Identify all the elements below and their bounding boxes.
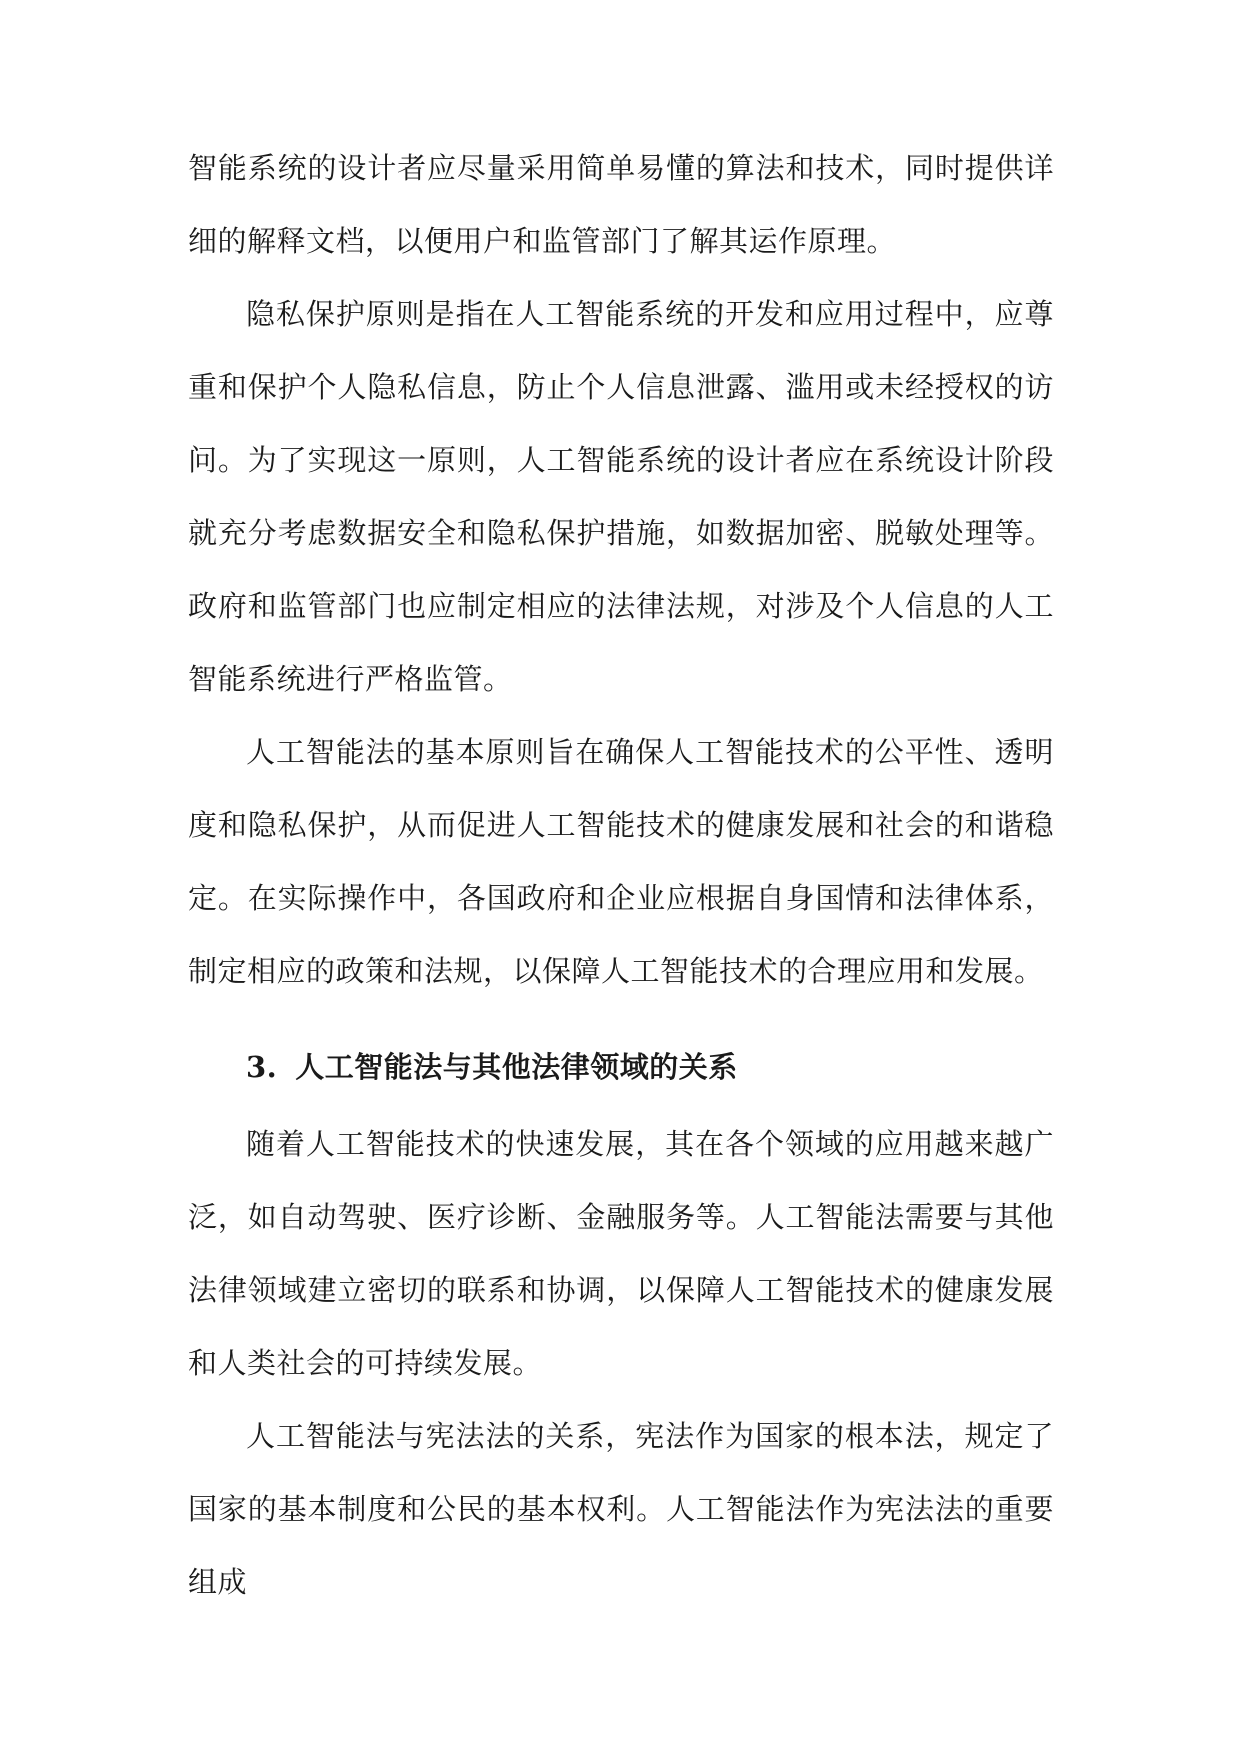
paragraph-basic-principles-summary: 人工智能法的基本原则旨在确保人工智能技术的公平性、透明度和隐私保护，从而促进人工智能技术的健康发展和社会的和谐稳定。在实际操作中，各国政府和企业应根据自身国情和法律体系，制定相应的政策和法规，以保障人工智能技术的合理应用和发展。 [188, 735, 1054, 988]
paragraph-0: 智能系统的设计者应尽量采用简单易懂的算法和技术，同时提供详细的解释文档，以便用户和监管部门了解其运作原理。 [188, 151, 1054, 258]
section-heading [188, 1008, 1054, 1108]
section-title: 人工智能法与其他法律领域的关系 [295, 1050, 738, 1084]
paragraph-ai-development: 随着人工智能技术的快速发展，其在各个领域的应用越来越广泛，如自动驾驶、医疗诊断、金融服务等。人工智能法需要与其他法律领域建立密切的联系和协调，以保障人工智能技术的健康发展和人类社会的可持续发展。 [188, 1127, 1054, 1380]
section-number: 3. [246, 1050, 278, 1084]
paragraph-privacy-principle: 隐私保护原则是指在人工智能系统的开发和应用过程中，应尊重和保护个人隐私信息，防止个人信息泄露、滥用或未经授权的访问。为了实现这一原则，人工智能系统的设计者应在系统设计阶段就充分考虑数据安全和隐私保护措施，如数据加密、脱敏处理等。政府和监管部门也应制定相应的法律法规，对涉及个人信息的人工智能系统进行严格监管。 [188, 297, 1054, 696]
paragraph-constitution-relation: 人工智能法与宪法法的关系，宪法作为国家的根本法，规定了国家的基本制度和公民的基本权利。人工智能法作为宪法法的重要组成 [188, 1419, 1054, 1599]
document-page [188, 132, 1054, 1619]
